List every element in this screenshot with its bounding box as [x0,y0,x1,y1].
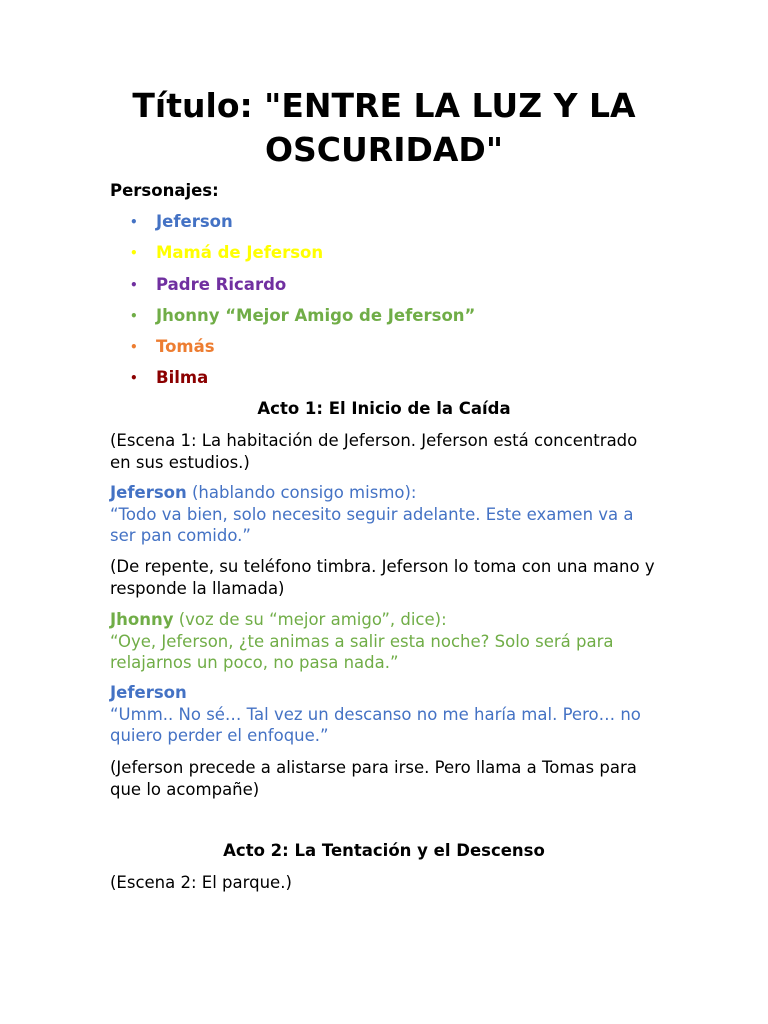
characters-label: Personajes: [110,181,219,200]
document-title: Título: "ENTRE LA LUZ Y LA OSCURIDAD" [132,86,636,169]
characters-list [110,211,475,399]
character-name: Mamá de Jeferson [156,243,324,263]
act1-heading: Acto 1: El Inicio de la Caída [257,399,511,418]
act2-heading: Acto 2: La Tentación y el Descenso [223,841,545,860]
character-name: Jhonny “Mejor Amigo de Jeferson” [156,305,476,325]
character-item [110,242,475,273]
dialogue-text: “Umm.. No sé… Tal vez un descanso no me haría mal. Pero… no quiero perder el enfoque.” [110,704,641,745]
stage-direction-paragraph: (De repente, su teléfono timbra. Jeferson lo toma con una mano y responde la llamada) [110,557,655,598]
character-name: Padre Ricardo [156,274,287,294]
bullet-icon: • [130,340,138,355]
character-name: Bilma [156,368,209,388]
character-item [110,211,475,242]
speaker-name: Jeferson [110,683,187,702]
bullet-icon: • [130,215,138,229]
dialogue-text: “Oye, Jeferson, ¿te animas a salir esta noche? Solo será para relajarnos un poco, no pasa nada.” [110,631,614,672]
bullet-icon: • [130,371,138,386]
bullet-icon: • [130,246,138,261]
character-item [110,367,475,398]
character-item [110,274,475,305]
act1-scene: (Escena 1: La habitación de Jeferson. Jeferson está concentrado en sus estudios.) [110,431,638,472]
character-item [110,336,475,367]
dialogue-block [110,682,658,747]
dialogue-text: “Todo va bien, solo necesito seguir adelante. Este examen va a ser pan comido.” [110,504,634,545]
act2-scene: (Escena 2: El parque.) [110,873,292,892]
character-name: Jeferson [156,212,233,231]
character-item [110,305,475,336]
speaker-name: Jeferson [110,483,187,502]
bullet-icon: • [130,277,138,292]
stage-direction: (voz de su “mejor amigo”, dice): [173,610,447,629]
stage-direction: (hablando consigo mismo): [186,483,417,502]
dialogue-block [110,482,658,547]
stage-direction-paragraph: (Jeferson precede a alistarse para irse. Pero llama a Tomas para que lo acompañe) [110,758,637,799]
bullet-icon: • [130,308,138,323]
character-name: Tomás [156,337,215,357]
speaker-name: Jhonny [110,610,174,629]
dialogue-block [110,609,658,674]
